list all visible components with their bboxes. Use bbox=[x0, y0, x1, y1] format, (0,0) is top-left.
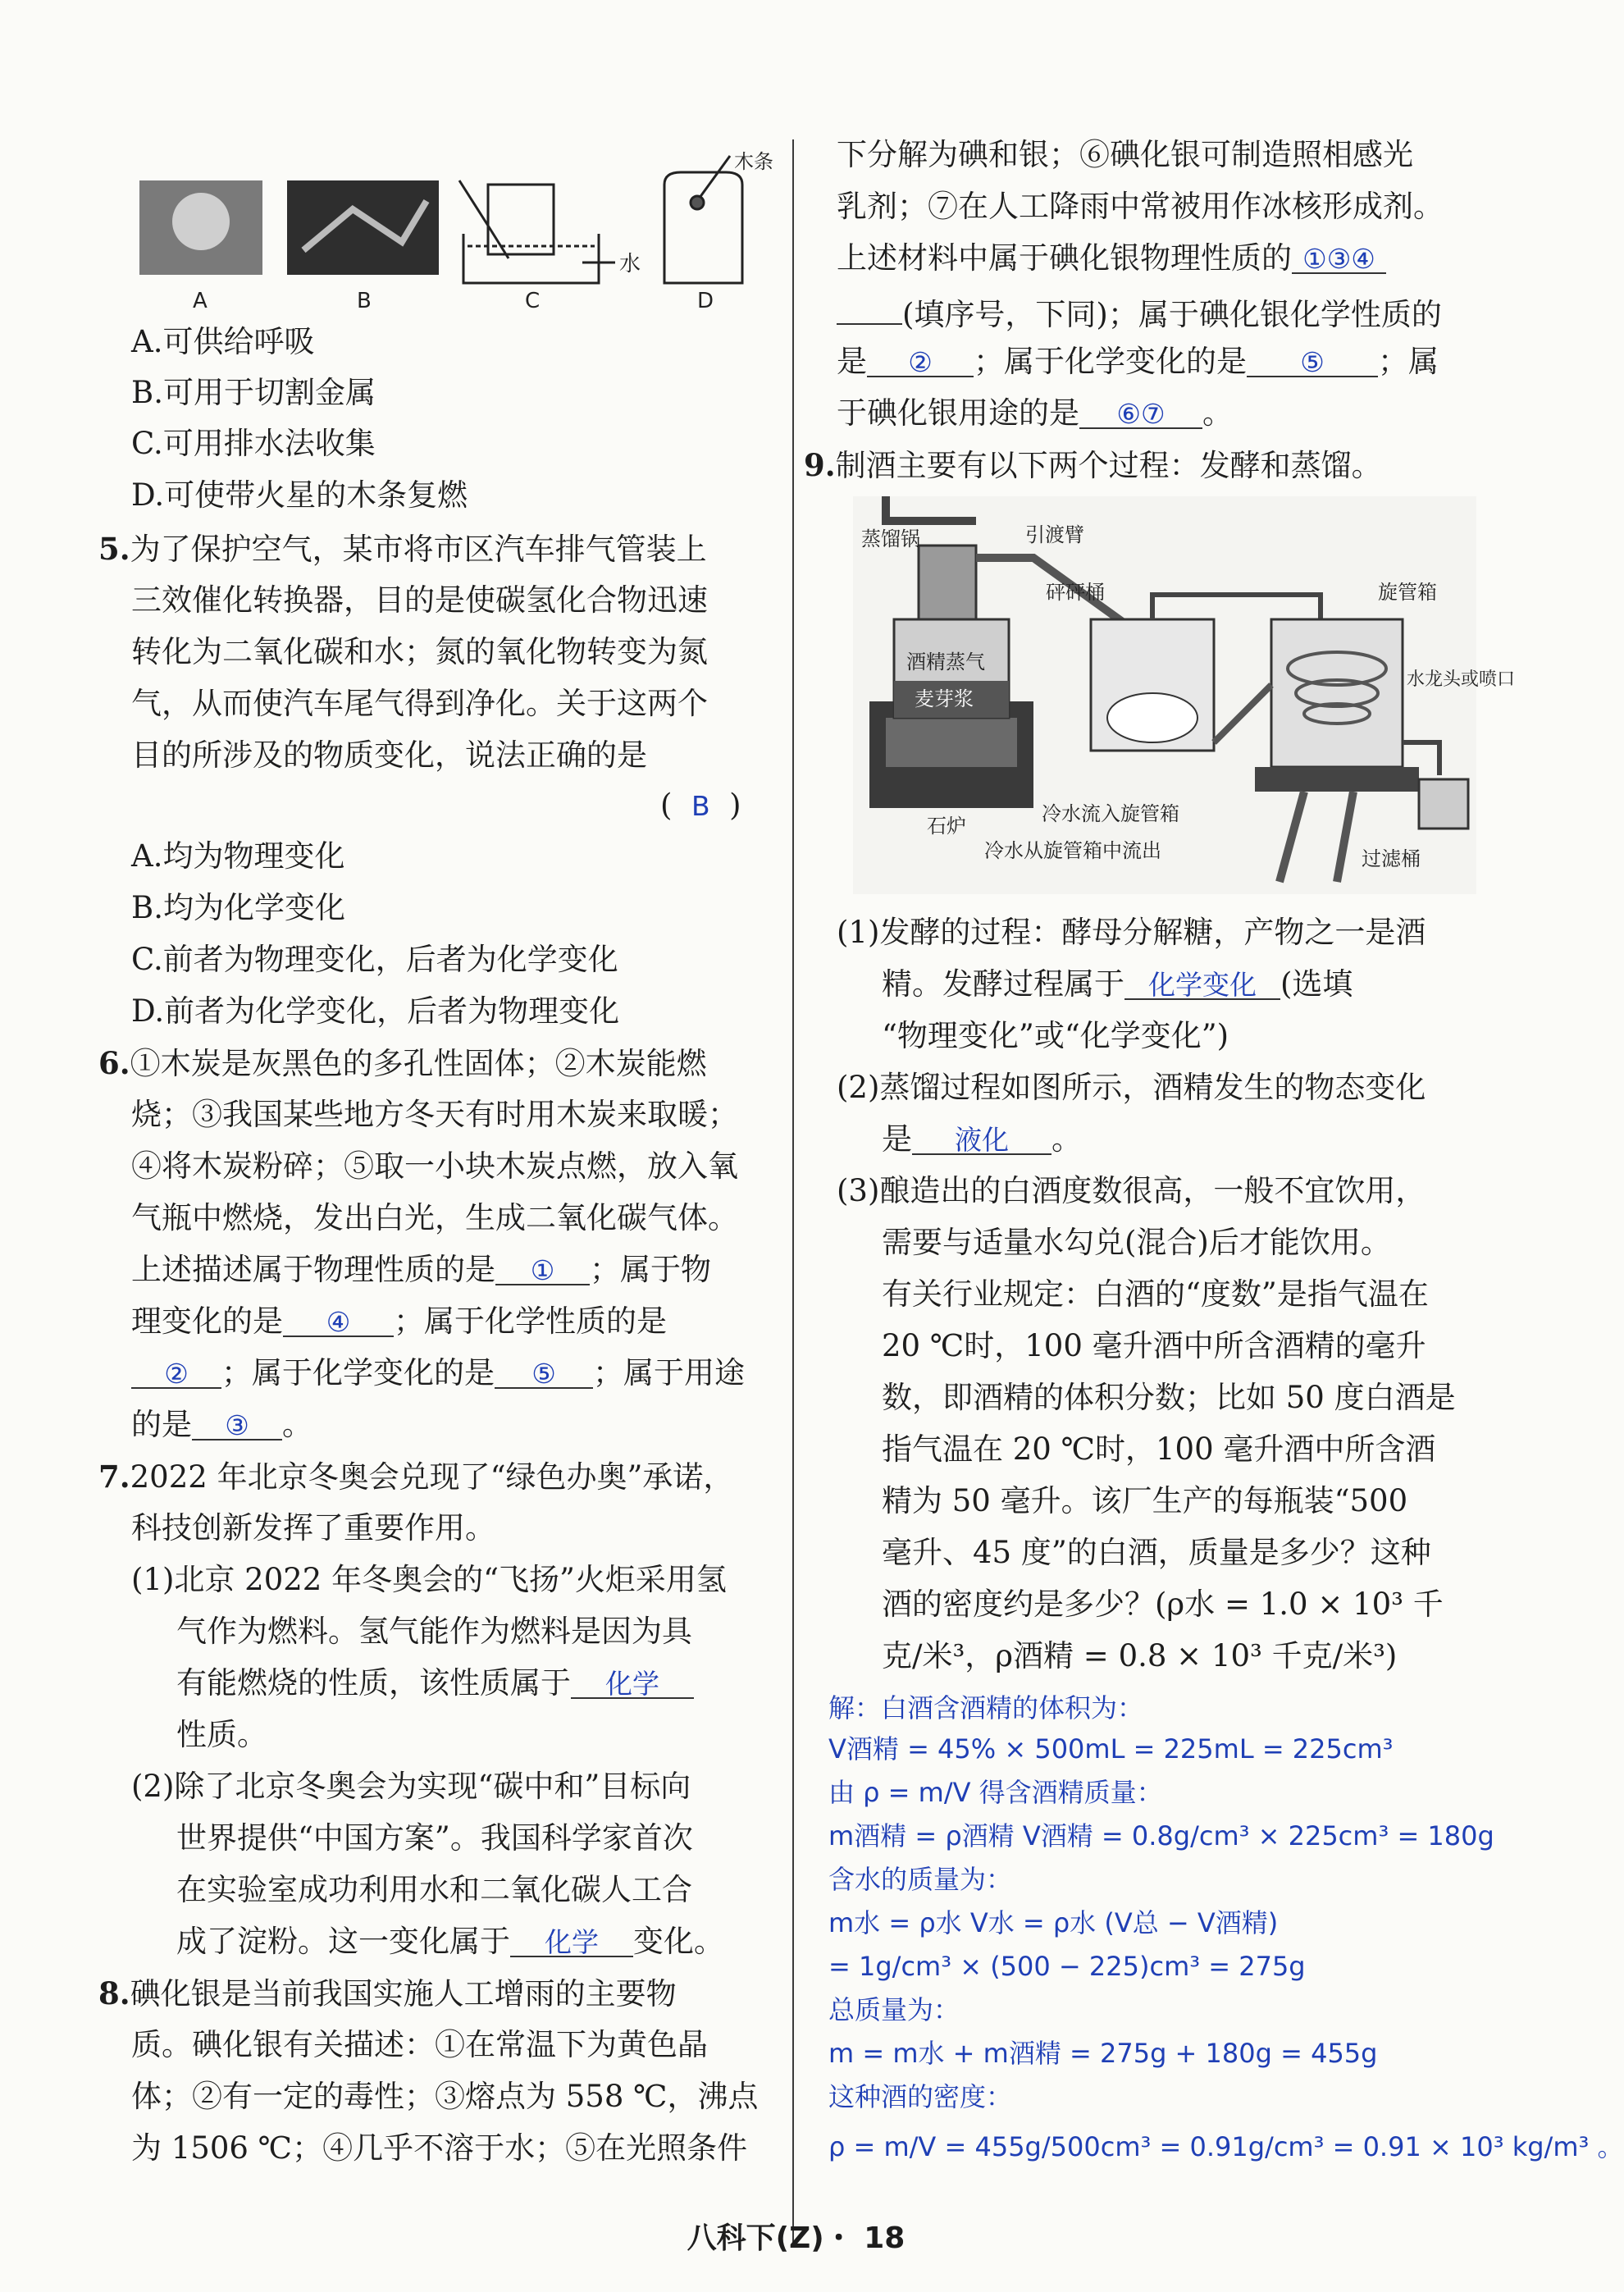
q8-line-0: 8.碘化银是当前我国实施人工增雨的主要物 bbox=[98, 1975, 677, 2011]
page-footer bbox=[0, 2215, 1592, 2257]
q7-p2-0: (2)除了北京冬奥会为实现“碳中和”目标向 bbox=[131, 1769, 691, 1804]
fig-still-label: 蒸馏锅 bbox=[861, 527, 920, 550]
q8-r-line-5: 于碘化银用途的是 ⑥⑦ 。 bbox=[837, 395, 1233, 431]
q4-option-a: A.可供给呼吸 bbox=[131, 324, 315, 359]
solution-line-9: 这种酒的密度： bbox=[828, 2081, 1013, 2112]
q7-p1-0: (1)北京 2022 年冬奥会的“飞扬”火炬采用氢 bbox=[131, 1562, 727, 1597]
q8-number: 8. bbox=[98, 1975, 130, 2011]
q8-line-3: 为 1506 ℃；④几乎不溶于水；⑤在光照条件 bbox=[131, 2130, 748, 2166]
q9-p3-1: 需要与适量水勾兑(混合)后才能饮用。 bbox=[882, 1225, 1391, 1260]
fig-label-d: D bbox=[697, 289, 714, 313]
q6-blank-4: ⑤ bbox=[495, 1354, 593, 1389]
fig-tap-label: 水龙头或喷口 bbox=[1407, 669, 1516, 690]
q6-line-1: 烧；③我国某些地方冬天有时用木炭来取暖； bbox=[131, 1097, 738, 1132]
q8-line-1: 质。碘化银有关描述：①在常温下为黄色晶 bbox=[131, 2027, 708, 2062]
q9-p3-2: 有关行业规定：白酒的“度数”是指气温在 bbox=[882, 1276, 1429, 1312]
q6-line-0: 6.①木炭是灰黑色的多孔性固体；②木炭能燃 bbox=[98, 1045, 707, 1081]
q6-blank-3: ② bbox=[131, 1354, 221, 1389]
q8-r-line-3: (填序号，下同)；属于碘化银化学性质的 bbox=[837, 290, 1442, 335]
solution-line-2: 由 ρ = m/V 得含酒精质量： bbox=[828, 1777, 1163, 1808]
filter-bucket bbox=[1419, 779, 1468, 829]
q6-line-5: 理变化的是 ④ ；属于化学性质的是 bbox=[131, 1304, 667, 1339]
q4-figure bbox=[139, 150, 773, 316]
solution-line-0: 解：白酒含酒精的体积为： bbox=[828, 1692, 1144, 1724]
fig-stove-label: 石炉 bbox=[927, 815, 966, 838]
q9-p3-9: 克/米³，ρ酒精 = 0.8 × 10³ 千克/米³) bbox=[882, 1638, 1398, 1673]
q9-p3-7: 毫升、45 度”的白酒，质量是多少？这种 bbox=[882, 1535, 1431, 1570]
q8-blank-2: ② bbox=[867, 343, 974, 377]
page-number: 18 bbox=[864, 2221, 906, 2255]
solution-line-7: 总质量为： bbox=[828, 1994, 960, 2025]
q5-option-c: C.前者为物理变化，后者为化学变化 bbox=[131, 942, 618, 977]
fig-cold-in-label: 冷水流入旋管箱 bbox=[1042, 802, 1179, 825]
q5-number: 5. bbox=[98, 531, 130, 567]
q9-p1-0: (1)发酵的过程：酵母分解糖，产物之一是酒 bbox=[837, 915, 1426, 950]
fig-label-c: C bbox=[525, 289, 541, 313]
apparatus-c bbox=[459, 180, 615, 283]
solution-line-4: 含水的质量为： bbox=[828, 1864, 1013, 1895]
q8-blank-4: ⑥⑦ bbox=[1079, 395, 1202, 429]
q5-line-1: 三效催化转换器，目的是使碳氢化合物迅速 bbox=[131, 582, 708, 618]
q5-option-a: A.均为物理变化 bbox=[131, 838, 345, 874]
q6-line-3: 气瓶中燃烧，发出白光，生成二氧化碳气体。 bbox=[131, 1200, 738, 1235]
q5-option-b: B.均为化学变化 bbox=[131, 890, 345, 925]
q9-p1-last: “物理变化”或“化学变化”) bbox=[882, 1018, 1229, 1053]
q9-p3-8: 酒的密度约是多少？(ρ水 = 1.0 × 10³ 千 bbox=[882, 1587, 1444, 1622]
fig-cold-out-label: 冷水从旋管箱中流出 bbox=[984, 839, 1161, 862]
q4-option-b: B.可用于切割金属 bbox=[131, 375, 376, 410]
q9-p1-1: 精。发酵过程属于 化学变化 (选填 bbox=[882, 966, 1353, 1002]
q9-intro: 9.制酒主要有以下两个过程：发酵和蒸馏。 bbox=[804, 447, 1382, 483]
q6-blank-5: ③ bbox=[192, 1406, 282, 1440]
q8-r-line-1: 乳剂；⑦在人工降雨中常被用作冰核形成剂。 bbox=[837, 189, 1444, 224]
q7-blank-2: 化学 bbox=[510, 1923, 633, 1957]
q7-p2-1: 世界提供“中国方案”。我国科学家首次 bbox=[176, 1820, 693, 1856]
q5-option-d: D.前者为化学变化，后者为物理变化 bbox=[131, 993, 620, 1029]
fig-water-label: 水 bbox=[619, 252, 641, 276]
q8-line-2: 体；②有一定的毒性；③熔点为 558 ℃，沸点 bbox=[131, 2079, 759, 2114]
q9-p3-5: 指气温在 20 ℃时，100 毫升酒中所含酒 bbox=[882, 1431, 1436, 1467]
q7-line-0: 7.2022 年北京冬奥会兑现了“绿色办奥”承诺， bbox=[98, 1459, 734, 1495]
fig-crush-label: 砰砰桶 bbox=[1046, 581, 1105, 604]
q5-line-4: 目的所涉及的物质变化，说法正确的是 bbox=[131, 737, 647, 773]
q4-option-c: C.可用排水法收集 bbox=[131, 426, 376, 461]
q9-p2: (2)蒸馏过程如图所示，酒精发生的物态变化 bbox=[837, 1070, 1426, 1105]
q7-p1-1: 气作为燃料。氢气能作为燃料是因为具 bbox=[176, 1614, 692, 1649]
q8-r-line-0: 下分解为碘和银；⑥碘化银可制造照相感光 bbox=[837, 137, 1413, 172]
coil-box bbox=[1271, 619, 1403, 767]
q8-blank-1-tail bbox=[837, 290, 902, 325]
fig-label-a: A bbox=[193, 289, 208, 313]
q8-r-line-2: 上述材料中属于碘化银物理性质的 ①③④ bbox=[837, 239, 1386, 278]
q7-p2-3: 成了淀粉。这一变化属于 化学 变化。 bbox=[176, 1924, 724, 1959]
q5-answer: B bbox=[691, 790, 710, 822]
q5-line-3: 气，从而使汽车尾气得到净化。关于这两个 bbox=[131, 686, 708, 721]
q5-line-0: 5.为了保护空气，某市将市区汽车排气管装上 bbox=[98, 531, 707, 567]
q6-line-4: 上述描述属于物理性质的是 ① ；属于物 bbox=[131, 1252, 711, 1287]
q6-blank-1: ① bbox=[495, 1251, 590, 1285]
q6-line-2: ④将木炭粉碎；⑤取一小块木炭点燃，放入氧 bbox=[131, 1148, 738, 1184]
fig-coil-label: 旋管箱 bbox=[1378, 581, 1437, 604]
distillation-figure bbox=[853, 496, 1516, 894]
q9-p3-0: (3)酿造出的白酒度数很高，一般不宜饮用， bbox=[837, 1173, 1426, 1208]
fig-malt-label: 麦芽浆 bbox=[915, 687, 974, 710]
q9-p3-4: 数，即酒精的体积分数；比如 50 度白酒是 bbox=[882, 1380, 1456, 1415]
q7-p1-end: 性质。 bbox=[176, 1717, 267, 1752]
solution-line-8: m = m水 + m酒精 = 275g + 180g = 455g bbox=[828, 2038, 1378, 2069]
solution-line-10: ρ = m/V = 455g/500cm³ = 0.91g/cm³ = 0.91 × 10³ kg/m³ 。 bbox=[828, 2131, 1624, 2162]
q4-option-d: D.可使带火星的木条复燃 bbox=[131, 477, 468, 513]
photo-b bbox=[287, 180, 439, 275]
q9-p3-3: 20 ℃时，100 毫升酒中所含酒精的毫升 bbox=[882, 1328, 1426, 1363]
apparatus-d bbox=[664, 156, 742, 283]
q9-blank-2: 液化 bbox=[912, 1121, 1051, 1155]
q7-number: 7. bbox=[98, 1459, 130, 1495]
q6-number: 6. bbox=[98, 1045, 130, 1081]
solution-line-5: m水 = ρ水 V水 = ρ水 (V总 − V酒精) bbox=[828, 1907, 1279, 1938]
solution-line-1: V酒精 = 45% × 500mL = 225mL = 225cm³ bbox=[828, 1733, 1394, 1765]
q8-blank-3: ⑤ bbox=[1247, 343, 1378, 377]
q5-line-2: 转化为二氧化碳和水；氮的氧化物转变为氮 bbox=[131, 634, 708, 669]
fig-vapor-label: 酒精蒸气 bbox=[906, 651, 985, 673]
q9-p2-b: 是 液化 。 bbox=[882, 1121, 1082, 1157]
q7-p2-2: 在实验室成功利用水和二氧化碳人工合 bbox=[176, 1872, 692, 1907]
fig-filter-label: 过滤桶 bbox=[1362, 847, 1421, 870]
q7-p1-2: 有能燃烧的性质，该性质属于 化学 bbox=[176, 1664, 694, 1703]
q6-line-6: ② ；属于化学变化的是 ⑤ ；属于用途 bbox=[131, 1354, 745, 1393]
q9-number: 9. bbox=[804, 447, 836, 483]
q6-blank-2: ④ bbox=[283, 1303, 394, 1337]
solution-line-3: m酒精 = ρ酒精 V酒精 = 0.8g/cm³ × 225cm³ = 180g bbox=[828, 1820, 1494, 1851]
q8-blank-1: ①③④ bbox=[1292, 240, 1386, 274]
fig-label-b: B bbox=[357, 289, 372, 313]
solution-line-6: = 1g/cm³ × (500 − 225)cm³ = 275g bbox=[828, 1951, 1306, 1982]
q7-line-1: 科技创新发挥了重要作用。 bbox=[131, 1510, 495, 1546]
fig-stick-label: 木条 bbox=[734, 150, 773, 173]
footer-label: 八科下(Z)・ bbox=[687, 2221, 854, 2255]
fig-arm-label: 引渡臂 bbox=[1025, 523, 1084, 546]
q9-p3-6: 精为 50 毫升。该厂生产的每瓶装“500 bbox=[882, 1483, 1408, 1518]
q9-blank-1: 化学变化 bbox=[1124, 966, 1280, 1000]
q6-line-7: 的是 ③ 。 bbox=[131, 1407, 312, 1442]
column-divider bbox=[792, 139, 794, 2248]
q7-blank-1: 化学 bbox=[571, 1664, 694, 1699]
q8-r-line-4: 是 ② ；属于化学变化的是 ⑤ ；属 bbox=[837, 344, 1439, 379]
q5-answer-box: ( B ) bbox=[660, 788, 741, 823]
